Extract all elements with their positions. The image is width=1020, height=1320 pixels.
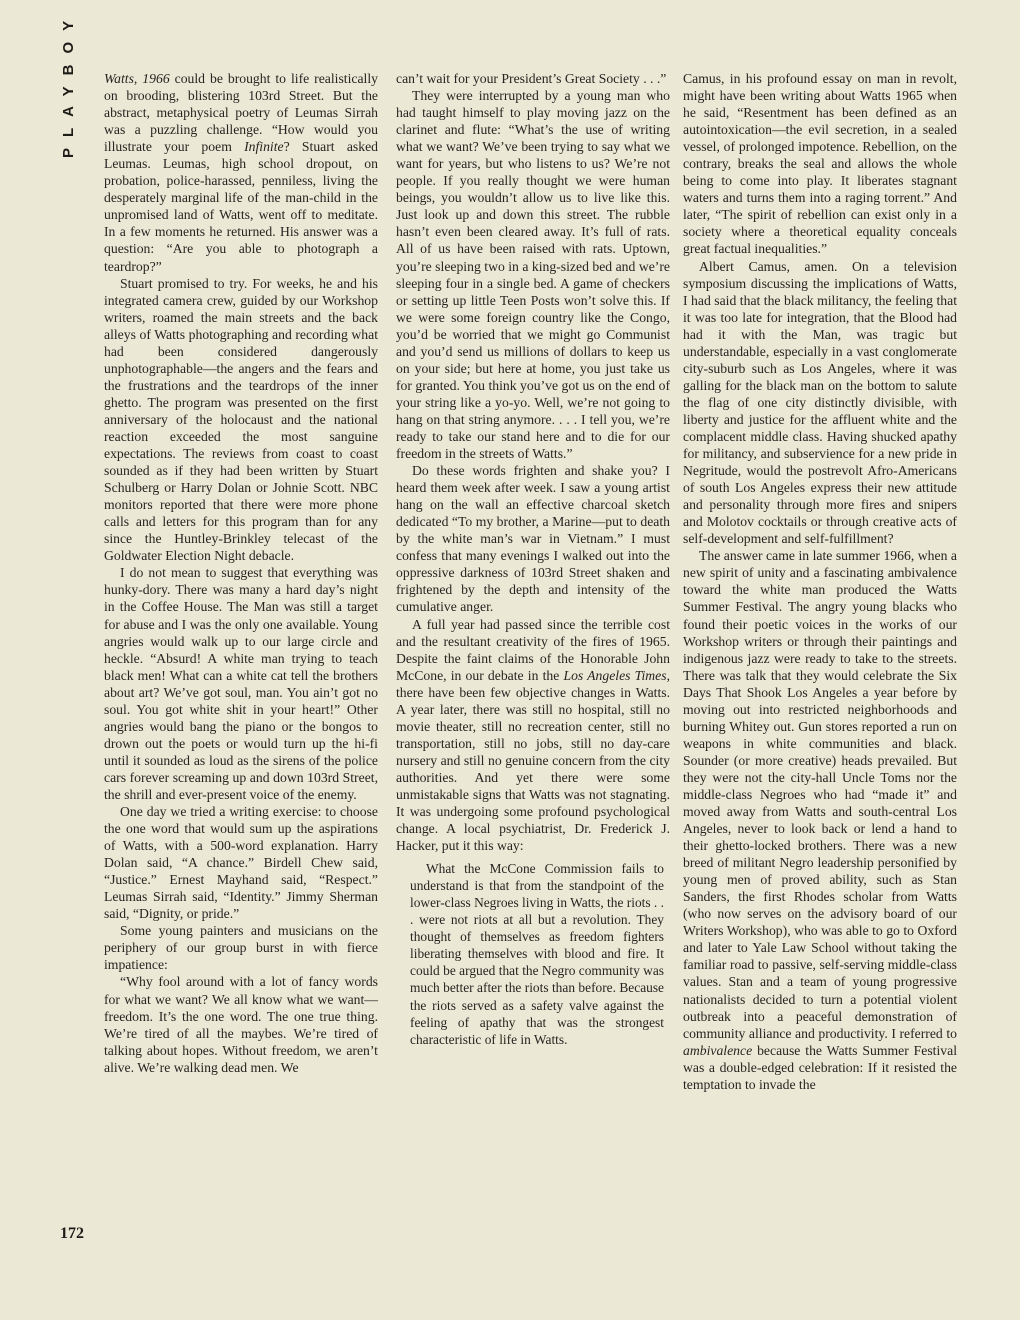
paragraph [683,547,957,1093]
emphasis: Los Angeles Times [563,667,667,683]
paragraph [396,616,670,855]
emphasis: Infinite [244,139,284,155]
paragraph: They were interrupted by a young man who had taught himself to play moving jazz on the clarinet and flute: “What’s the use of writing what we want? We’ve been trying to say what we want for years, but who listens to us? We’re not people. If you really thought we were human beings, you wouldn’t allow us to live like this. Just look up and down this street. The rubble hasn’t even been cleared away. It’s full of rats. All of us have been raised with rats. Uptown, you’re sleeping two in a king-sized bed and we’re sleeping four in a single bed. A game of checkers or setting up little Teen Posts won’t solve this. If we were some foreign country like the Congo, you’d be worried that we might go Communist and you’d send us millions of dollars to keep us on your side; but here at home, you just take us for granted. You think you’ve got us on the end of your string like a yo-yo. Well, we’re not going to hang on that string anymore. . . . I tell you, we’re ready to take our stand here and to die for our freedom in the streets of Watts.” [396,88,670,462]
text-run: A full year had passed since the terrible cost and the resultant creativity of the fires of 1965. Despite the faint claims of the Honorable John McCone, in our debate in the [396,616,670,683]
paragraph: Some young painters and musicians on the periphery of our group burst in with fierce impatience: [104,923,378,973]
paragraph: Stuart promised to try. For weeks, he and his integrated camera crew, guided by our Workshop writers, roamed the main streets and the back alleys of Watts photographing and recording what had been considered dangerously unphotographable—the angers and the fears and the frustrations and the teardrops of the inner ghetto. The program was presented on the first anniversary of the holocaust and the national reaction exceeded the most sanguine expectations. The reviews from coast to coast sounded as if they had been written by Stuart Schulberg or Harry Dolan or Johnie Scott. NBC monitors reported that there were more phone calls and letters for this program than for any since the Huntley-Brinkley telecast of the Goldwater Election Night debacle. [104,275,378,564]
text-run: ? Stuart asked Leumas. Leumas, high school dropout, on probation, police-harassed, penniless, living the desperately marginal life of the man-child in the unpromised land of Watts, went off to meditate. In a few moments he returned. His answer was a question: “Are you able to photograph a teardrop?” [104,139,378,274]
emphasis: Watts, 1966 [104,71,170,86]
text-run: , there have been few objective changes in Watts. A year later, there was still no hospital, still no movie theater, still no recreation center, still no transportation, still no jobs, still no day-care nursery and still no genuine concern from the city authorities. And yet there were some unmistakable signs that Watts was not stagnating. It was undergoing some profound psychological change. A local psychiatrist, Dr. Frederick J. Hacker, put it this way: [396,667,670,854]
column-2 [396,70,670,1048]
paragraph: I do not mean to suggest that everything was hunky-dory. There was many a hard day’s night in the Coffee House. The Man was still a target for abuse and I was the only one available. Young angries would walk up to our large circle and heckle. “Absurd! A white man trying to teach black men! What can a white cat tell the brothers about art? We’ve got soul, man. You ain’t got no soul. You got white shit in your heart!” Other angries would bang the piano or the bongos to drown out the poets or would turn up the hi-fi until it sounded as loud as the sirens of the police cars forever screaming up and down 103rd Street, the shrill and ever-present voice of the enemy. [104,565,378,802]
paragraph: Camus, in his profound essay on man in revolt, might have been writing about Watts 1965 when he said, “Resentment has been defined as an autointoxication—the evil secretion, in a sealed vessel, of prolonged impotence. Rebellion, on the contrary, breaks the seal and allows the whole being to come into play. It liberates stagnant waters and turns them into a raging torrent.” And later, “The spirit of rebellion can exist only in a society where a theoretical equality conceals great factual inequalities.” [683,71,957,257]
block-quote: What the McCone Commission fails to understand is that from the standpoint of the lower-class Negroes living in Watts, the riots . . . were not riots at all but a revolution. They thought of themselves as freedom fighters liberating themselves with blood and fire. It could be argued that the Negro community was much better after the riots than before. Because the riots served as a safety valve against the feeling of apathy that was the strongest characteristic of life in Watts. [410,861,664,1047]
emphasis: ambivalence [683,1042,753,1058]
column-1 [104,70,378,1076]
text-run: because the Watts Summer Festival was a double-edged celebration: If it resisted the temptation to invade the [683,1042,957,1092]
paragraph: “Why fool around with a lot of fancy words for what we want? We all know what we want—freedom. It’s the one word. The one true thing. We’re tired of all the maybes. We’re tired of talking about hopes. Without freedom, we aren’t alive. We’re walking dead men. We [104,974,378,1075]
paragraph: Albert Camus, amen. On a television symposium discussing the implications of Watts, I had said that the black militancy, the feeling that it was too late for integration, that the Blood had had it with the Man, was tragic but understandable, especially in a vast conglomerate city-suburb such as Los Angeles, where it was galling for the black man on the bottom to salute the flag of one city distinctly divisible, with liberty and justice for the affluent white and the complacent middle class. Having shucked apathy for militancy, and subservience for a new pride in Negritude, would the postrevolt Afro-Americans of south Los Angeles express their new attitude and personality through more fires and snipers and Molotov cocktails or through creative acts of self-development and self-fulfillment? [683,258,957,547]
paragraph [104,70,378,275]
column-3 [683,70,957,1093]
paragraph: can’t wait for your President’s Great Society . . .” [396,71,667,86]
running-head: PLAYBOY [60,9,77,158]
text-run: The answer came in late summer 1966, when a new spirit of unity and a fascinating ambivalence toward the white man produced the Watts Summer Festival. The angry young blacks who found their poetic voices in the works of our Workshop writers or through their paintings and indigenous jazz were ready to take to the streets. There was talk that they would celebrate the Six Days That Shook Los Angeles a year before by moving out into restricted neighborhoods and burning Whitey out. Gun stores reported a run on weapons in white communities and black. Sounder (or more creative) heads prevailed. But they were not the city-hall Uncle Toms nor the middle-class Negroes who had “made it” and moved away from Watts and south-central Los Angeles, never to look back or lend a hand to their ghetto-locked brothers. There was a new breed of militant Negro leadership personified by young men of proved ability, such as Stan Sanders, the first Rhodes scholar from Watts (who now serves on the advisory board of our Writers Workshop), who was able to go to Oxford and later to Yale Law School without taking the familiar road to passive, self-serving middle-class values. Stan and a team of young progressive nationalists decided to turn a potential violent outbreak into a peaceful demonstration of community alliance and productivity. I referred to [683,548,957,1041]
page-number: 172 [60,1225,84,1242]
paragraph: Do these words frighten and shake you? I heard them week after week. I saw a young artist hang on the wall an effective charcoal sketch dedicated “To my brother, a Marine—put to death by the white man’s war in Vietnam.” I must confess that many evenings I walked out into the oppressive darkness of 103rd Street shaken and frightened by the depth and intensity of the cumulative anger. [396,463,670,615]
text-run: could be brought to life realistically on brooding, blistering 103rd Street. But the abstract, metaphysical poetry of Leumas Sirrah was a puzzling challenge. “How would you illustrate your poem [104,71,379,155]
paragraph: One day we tried a writing exercise: to choose the one word that would sum up the aspirations of Watts, with a 500-word explanation. Harry Dolan said, “A chance.” Birdell Chew said, “Justice.” Ernest Mayhand said, “Respect.” Leumas Sirrah said, “Identity.” Jimmy Sherman said, “Dignity, or pride.” [104,804,378,922]
